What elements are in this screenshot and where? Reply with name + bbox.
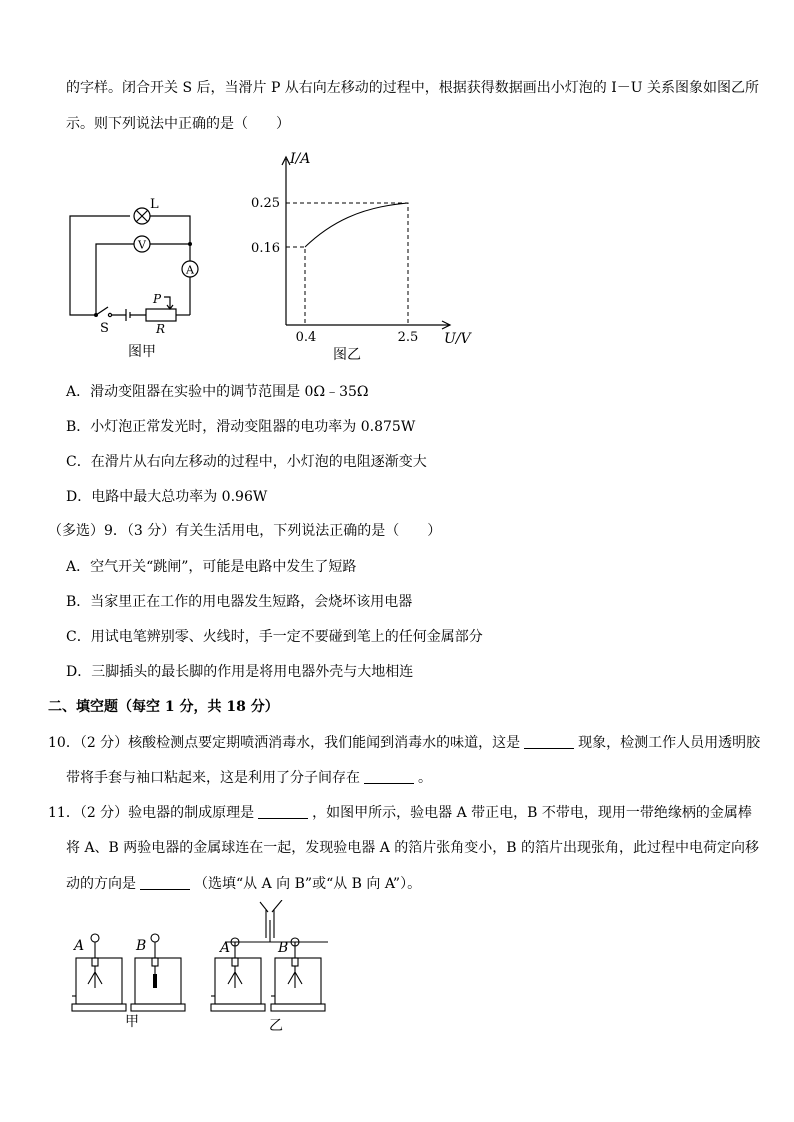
voltmeter-label: V <box>138 238 146 252</box>
x-tick-04: 0.4 <box>295 330 317 345</box>
q10-line1 <box>48 733 760 753</box>
q10-text-2a: 带将手套与袖口粘起来，这是利用了分子间存在 <box>66 770 360 786</box>
q8-option-a: A．滑动变阻器在实验中的调节范围是 0Ω﹣35Ω <box>66 384 369 400</box>
ammeter-label: A <box>186 263 194 277</box>
y-tick-016: 0.16 <box>251 241 280 256</box>
q8-option-c: C．在滑片从右向左移动的过程中，小灯泡的电阻逐渐变大 <box>66 454 427 470</box>
figure-b-caption: 图乙 <box>333 347 361 363</box>
q10-text-2b: 。 <box>418 770 432 786</box>
iu-curve <box>305 203 408 247</box>
figure-a-caption: 图甲 <box>128 344 156 360</box>
q10-blank-1[interactable] <box>524 734 574 749</box>
q11-text-3a: 动的方向是 <box>66 876 136 892</box>
switch-label: S <box>100 321 109 336</box>
q9-option-a: A．空气开关“跳闸”，可能是电路中发生了短路 <box>66 559 357 575</box>
jia-label-a: A <box>74 938 85 954</box>
yi-label-b: B <box>278 940 289 956</box>
slider-label: P <box>153 292 162 306</box>
electroscope-figure <box>60 900 340 1035</box>
y-tick-025: 0.25 <box>251 196 280 211</box>
q11-blank-1[interactable] <box>258 804 308 819</box>
caption-jia: 甲 <box>125 1014 139 1030</box>
q11-text-1a: 11．（2 分）验电器的制成原理是 <box>48 805 255 821</box>
yi-label-a: A <box>220 940 231 956</box>
q8-intro-line2: 示。则下列说法中正确的是（ ） <box>66 116 290 132</box>
q9-option-c: C．用试电笔辨别零、火线时，手一定不要碰到笔上的任何金属部分 <box>66 629 483 645</box>
q9-option-b: B．当家里正在工作的用电器发生短路，会烧坏该用电器 <box>66 594 413 610</box>
q11-line2: 将 A、B 两验电器的金属球连在一起，发现验电器 A 的箔片张角变小，B 的箔片出现张角，此过程中电荷定向移 <box>66 840 760 856</box>
jia-label-b: B <box>136 938 147 954</box>
q11-line1 <box>48 803 752 823</box>
q11-text-3b: （选填“从 A 向 B”或“从 B 向 A”）。 <box>194 876 422 892</box>
q8-option-b: B．小灯泡正常发光时，滑动变阻器的电功率为 0.875W <box>66 419 416 435</box>
q10-text-1a: 10．（2 分）核酸检测点要定期喷洒消毒水，我们能闻到消毒水的味道，这是 <box>48 735 521 751</box>
resistor-label: R <box>156 322 166 336</box>
q10-blank-2[interactable] <box>364 769 414 784</box>
section-title: 二、填空题（每空 1 分，共 18 分） <box>48 699 279 715</box>
q8-intro-line1: 的字样。闭合开关 S 后，当滑片 P 从右向左移动的过程中，根据获得数据画出小灯泡的 I－U 关系图象如图乙所 <box>66 80 760 96</box>
q10-text-1b: 现象，检测工作人员用透明胶 <box>578 735 761 751</box>
q9-stem: （多选）9．（3 分）有关生活用电，下列说法正确的是（ ） <box>48 523 442 539</box>
q11-line3 <box>66 874 421 894</box>
y-axis-label: I/A <box>290 151 311 167</box>
iu-graph <box>250 145 490 370</box>
circuit-diagram <box>60 195 210 365</box>
q10-line2 <box>66 768 432 788</box>
q8-option-d: D．电路中最大总功率为 0.96W <box>66 489 268 505</box>
x-axis-label: U/V <box>444 331 471 347</box>
q9-option-d: D．三脚插头的最长脚的作用是将用电器外壳与大地相连 <box>66 664 414 680</box>
caption-yi: 乙 <box>269 1018 283 1034</box>
x-tick-25: 2.5 <box>397 330 419 345</box>
q11-text-1b: ，如图甲所示，验电器 A 带正电，B 不带电，现用一带绝缘柄的金属棒 <box>312 805 752 821</box>
lamp-label: L <box>150 197 159 212</box>
q11-blank-2[interactable] <box>140 875 190 890</box>
